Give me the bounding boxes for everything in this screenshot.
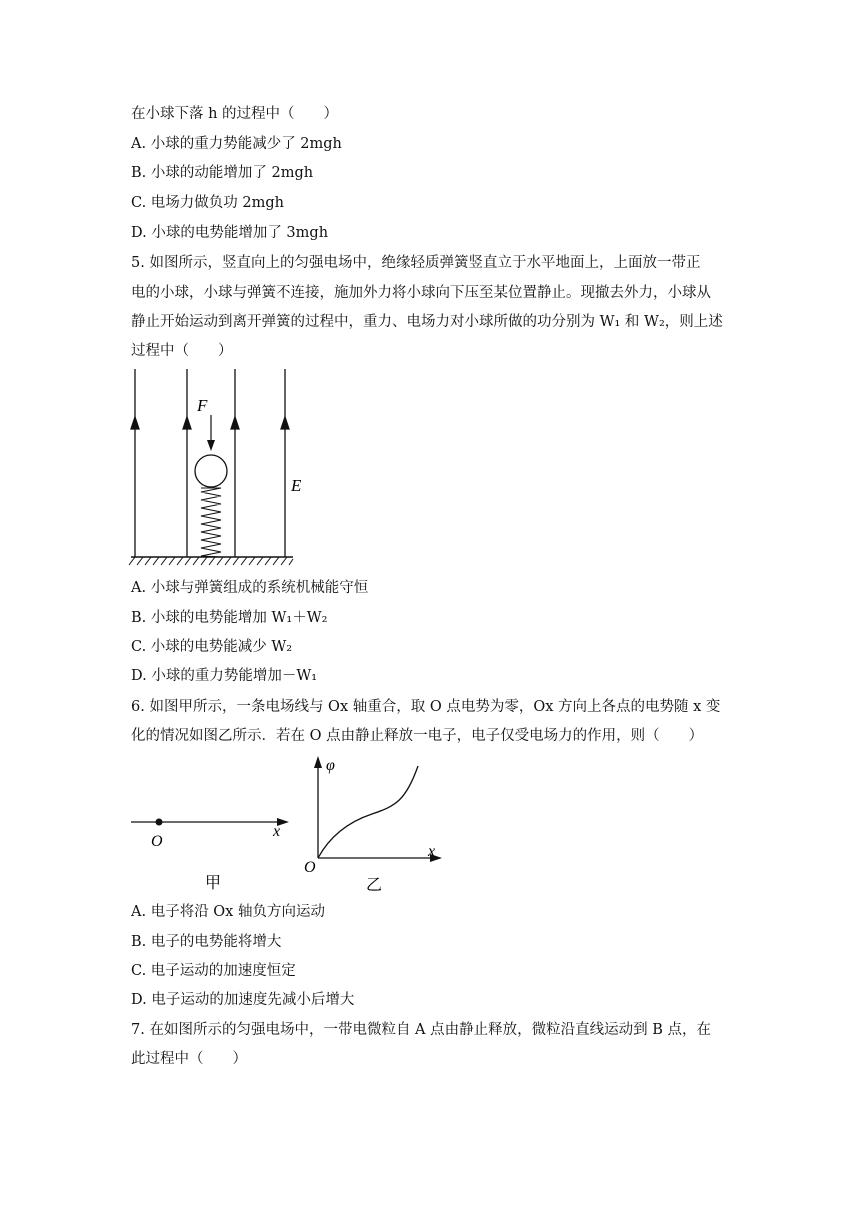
q6-option-a: A. 电子将沿 Ox 轴负方向运动 (131, 904, 325, 920)
q6-figure-b (300, 752, 450, 897)
spring (201, 488, 221, 557)
q4-option-a: A. 小球的重力势能减少了 2mgh (131, 136, 342, 152)
potential-curve (318, 766, 418, 858)
force-label: F (197, 396, 208, 415)
q5-figure-field-spring (125, 365, 305, 570)
q4-option-d: D. 小球的电势能增加了 3mgh (131, 225, 329, 241)
q6-option-d: D. 电子运动的加速度先减小后增大 (131, 992, 355, 1008)
q7-stem-line-1: 7. 在如图所示的匀强电场中，一带电微粒自 A 点由静止释放，微粒沿直线运动到 B 点，在 (131, 1022, 712, 1038)
origin-label: O (151, 833, 163, 850)
phi-label: φ (326, 757, 335, 774)
q4-option-b: B. 小球的动能增加了 2mgh (131, 165, 314, 181)
y-axis-arrow-icon (314, 756, 322, 768)
q7-stem-line-2: 此过程中（ ） (131, 1051, 247, 1067)
field-arrow-up-icon (183, 417, 191, 429)
q5-option-a: A. 小球与弹簧组成的系统机械能守恒 (131, 580, 369, 596)
q5-stem-line-2: 电的小球，小球与弹簧不连接，施加外力将小球向下压至某位置静止。现撤去外力，小球从 (131, 285, 711, 301)
q4-stem: 在小球下落 h 的过程中（ ） (131, 106, 339, 122)
q5-stem-line-1: 5. 如图所示，竖直向上的匀强电场中，绝缘轻质弹簧竖直立于水平地面上，上面放一带正 (131, 255, 701, 271)
field-arrow-up-icon (281, 417, 289, 429)
caption-yi: 乙 (366, 877, 383, 894)
axis-label: x (273, 823, 281, 840)
q5-option-d: D. 小球的重力势能增加－W₁ (131, 668, 318, 684)
ball (195, 455, 227, 487)
x-label: x (428, 843, 436, 860)
q5-stem-line-4: 过程中（ ） (131, 343, 233, 359)
ground-hatching (129, 557, 293, 565)
field-arrow-up-icon (231, 417, 239, 429)
origin-label: O (304, 859, 316, 876)
origin-point (156, 819, 163, 826)
force-arrow-icon (207, 440, 215, 451)
q4-option-c: C. 电场力做负功 2mgh (131, 195, 284, 211)
q6-option-b: B. 电子的电势能将增大 (131, 934, 282, 950)
q5-option-c: C. 小球的电势能减少 W₂ (131, 639, 293, 655)
q5-option-b: B. 小球的电势能增加 W₁＋W₂ (131, 610, 328, 626)
field-label: E (291, 476, 302, 495)
q6-stem-line-1: 6. 如图甲所示，一条电场线与 Ox 轴重合，取 O 点电势为零，Ox 方向上各点的电势随 x 变 (131, 699, 721, 715)
q6-figure-a (125, 800, 295, 895)
q5-stem-line-3: 静止开始运动到离开弹簧的过程中，重力、电场力对小球所做的功分别为 W₁ 和 W₂，则上述 (131, 314, 723, 330)
field-arrow-up-icon (131, 417, 139, 429)
q6-option-c: C. 电子运动的加速度恒定 (131, 963, 296, 979)
caption-jia: 甲 (205, 875, 222, 892)
q6-stem-line-2: 化的情况如图乙所示．若在 O 点由静止释放一电子，电子仅受电场力的作用，则（ ） (131, 728, 704, 744)
